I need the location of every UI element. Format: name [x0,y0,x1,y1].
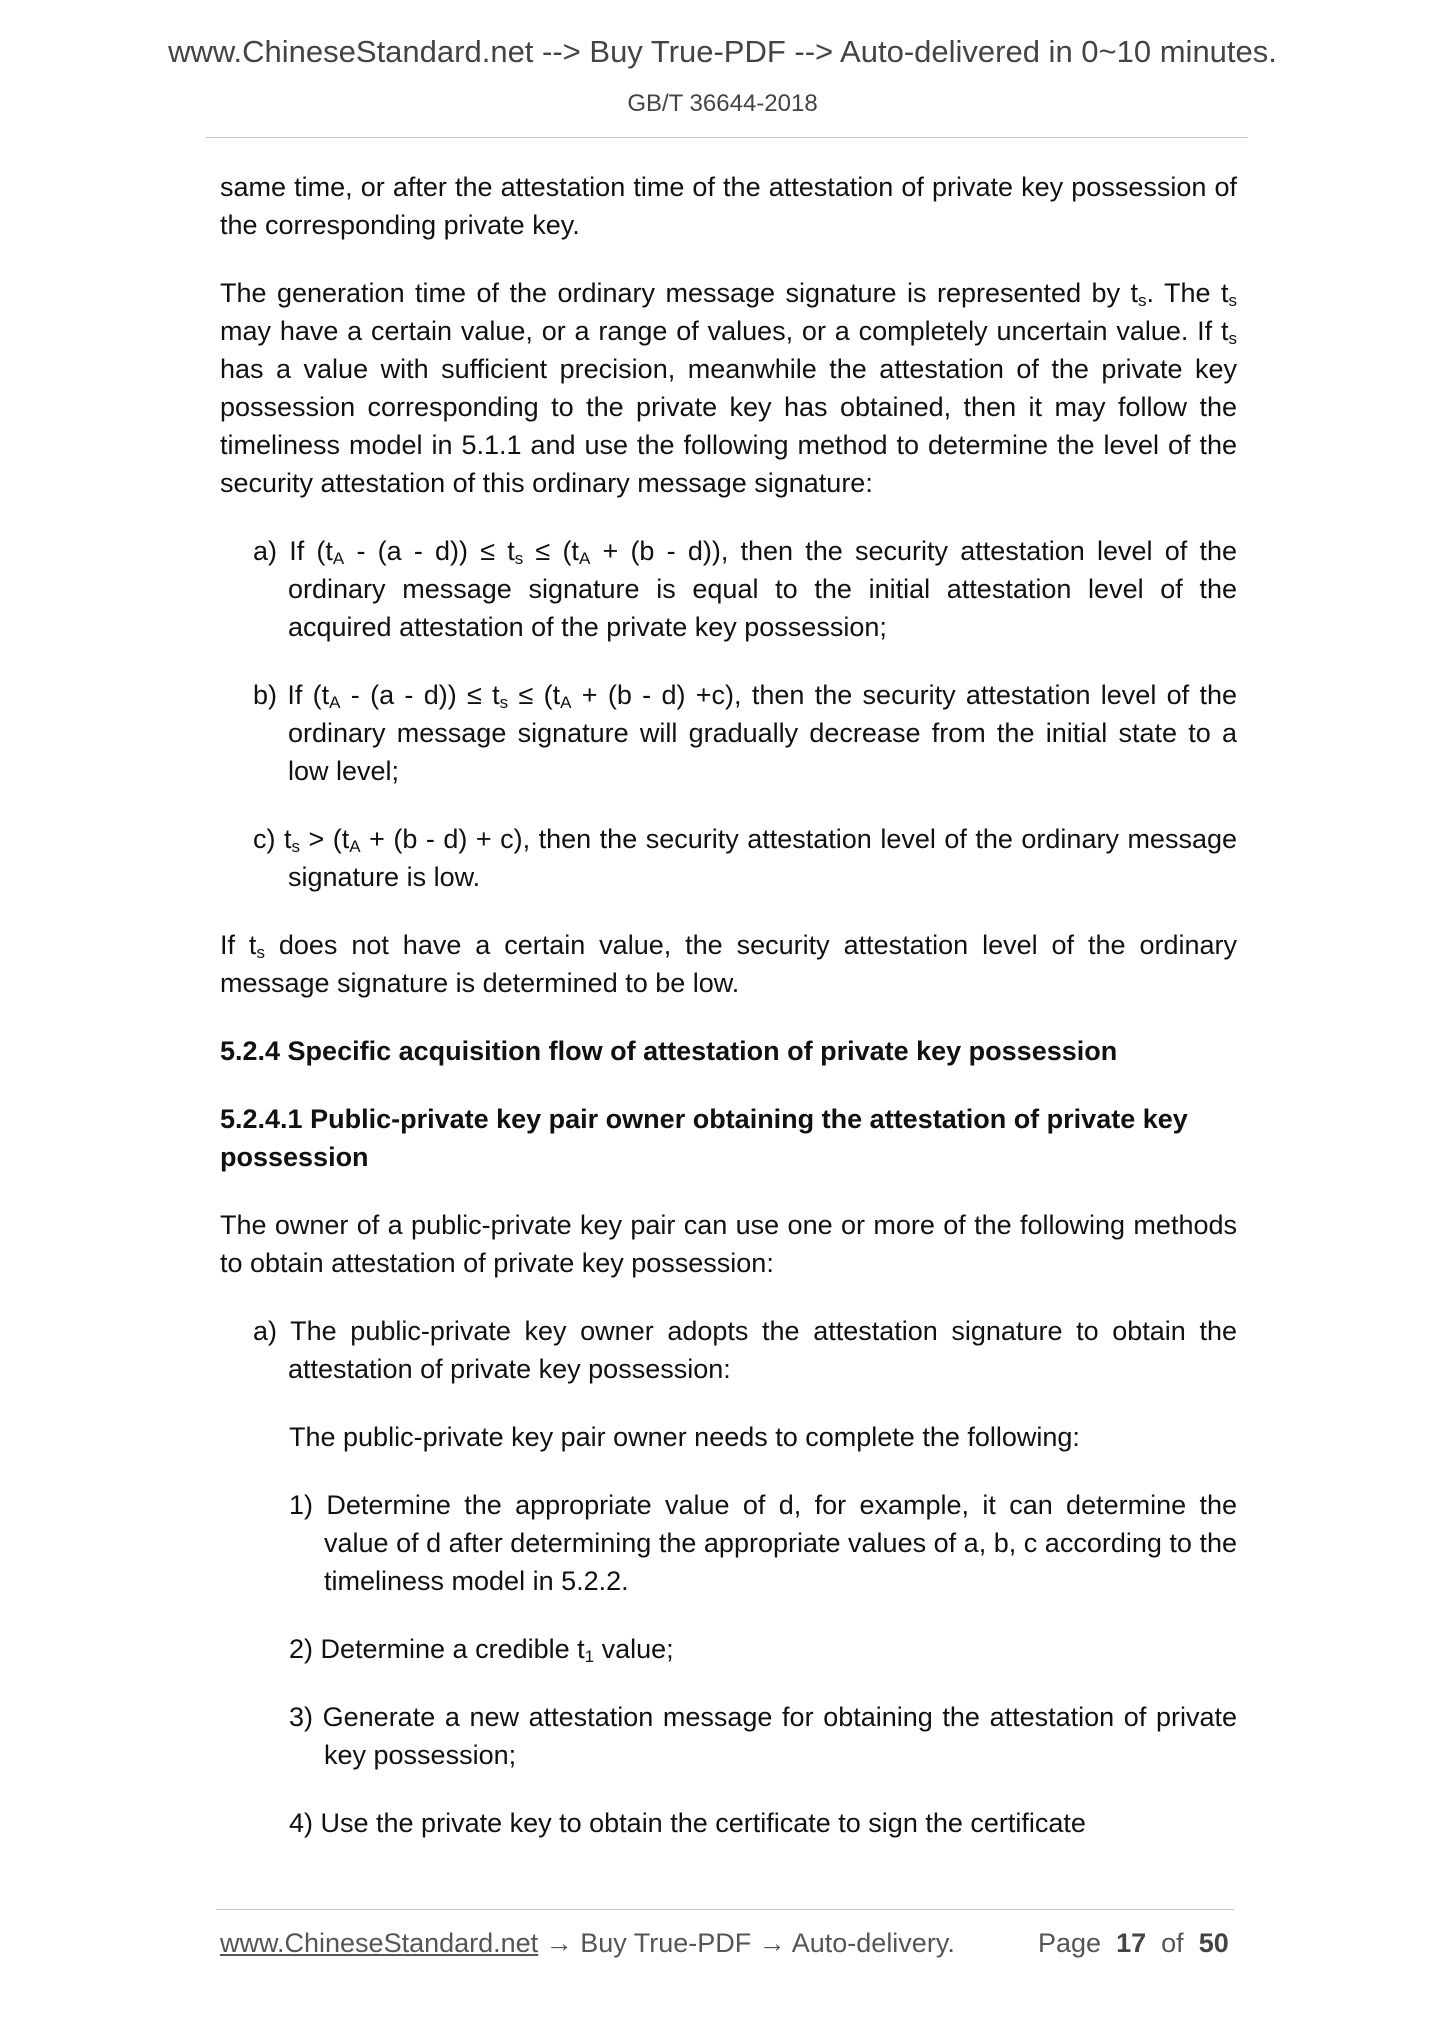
footer-left [220,1928,955,1959]
list-item-b [220,676,1237,790]
subscript-A: A [332,549,345,568]
method-item-a: a) The public-private key owner adopts the attestation signature to obtain the attestation of private key possession: [253,1316,1237,1384]
paragraph-continuation: same time, or after the attestation time of the attestation of private key possession of the corresponding private key. [220,172,1237,240]
subscript-s: s [256,943,265,962]
text: + (b - d) +c), then the security attestation level of the ordinary message signature will gradually decrease from the initial state to a low level; [288,680,1237,786]
subscript-A: A [578,549,591,568]
text: + (b - d)), then the security attestation level of the ordinary message signature is equal to the initial attestation level of the acquired attestation of the private key possession; [288,536,1237,642]
text: - (a - d)) ≤ t [340,680,500,710]
method-a-intro: The public-private key pair owner needs to complete the following: [289,1422,1080,1452]
subscript-s: s [1228,329,1237,348]
text: + (b - d) + c), then the security attestation level of the ordinary message signature is low. [288,824,1237,892]
footer-divider [216,1909,1234,1910]
subscript-s: s [1138,291,1147,310]
footer-site-link[interactable]: www.ChineseStandard.net [220,1928,539,1958]
text: 2) Determine a credible t [289,1634,585,1664]
footer-tagline: → Buy True-PDF → Auto-delivery. [538,1928,955,1958]
list-item-c [220,820,1237,896]
page-label: Page [1038,1928,1102,1958]
subscript-A: A [329,693,341,712]
text: may have a certain value, or a range of values, or a completely uncertain value. If t [220,316,1229,346]
section-heading-5-2-4-1: 5.2.4.1 Public-private key pair owner obtaining the attestation of private key possession [220,1104,1188,1172]
step-item-1: 1) Determine the appropriate value of d, for example, it can determine the value of d after determining the appropriate values of a, b, c according to the timeliness model in 5.2.2. [289,1490,1237,1596]
site-banner: www.ChineseStandard.net --> Buy True-PDF --> Auto-delivered in 0~10 minutes. [168,34,1277,69]
subscript-s: s [499,693,509,712]
step-item-3: 3) Generate a new attestation message for obtaining the attestation of private key possession; [289,1702,1237,1770]
subscript-1: 1 [584,1647,595,1666]
text: ≤ (t [508,680,561,710]
of-label: of [1161,1928,1184,1958]
step-item-2 [220,1630,1237,1668]
subscript-A: A [349,837,361,856]
text: > (t [300,824,350,854]
text: does not have a certain value, the security attestation level of the ordinary message signature is determined to be low. [220,930,1237,998]
subscript-s: s [514,549,524,568]
text: - (a - d)) ≤ t [344,536,515,566]
subscript-s: s [1228,291,1237,310]
list-item-a [220,532,1237,646]
paragraph-generation-time [220,274,1237,502]
standard-number: GB/T 36644-2018 [627,90,818,117]
text: a) If (t [253,536,333,566]
document-body [220,168,1237,1872]
text: has a value with sufficient precision, meanwhile the attestation of the private key possession corresponding to the private key has obtained, then it may follow the timeliness model in 5.1.1 and use the following method to determine the level of the security attestation of this ordinary message signature: [220,354,1237,498]
text: b) If (t [253,680,330,710]
text: ≤ (t [523,536,579,566]
page-indicator [1038,1928,1229,1959]
text: The generation time of the ordinary message signature is represented by t [220,278,1139,308]
page-number: 17 [1116,1928,1147,1958]
step-item-4: 4) Use the private key to obtain the certificate to sign the certificate [289,1808,1086,1838]
paragraph-owner-methods: The owner of a public-private key pair can use one or more of the following methods to obtain attestation of private key possession: [220,1210,1237,1278]
text: If t [220,930,257,960]
text: . The t [1146,278,1229,308]
text: value; [594,1634,674,1664]
page-total: 50 [1198,1928,1229,1958]
paragraph-uncertain-value [220,926,1237,1002]
text: c) t [253,824,292,854]
subscript-s: s [291,837,300,856]
header-divider [206,137,1248,138]
subscript-A: A [560,693,572,712]
section-heading-5-2-4: 5.2.4 Specific acquisition flow of attestation of private key possession [220,1036,1118,1066]
